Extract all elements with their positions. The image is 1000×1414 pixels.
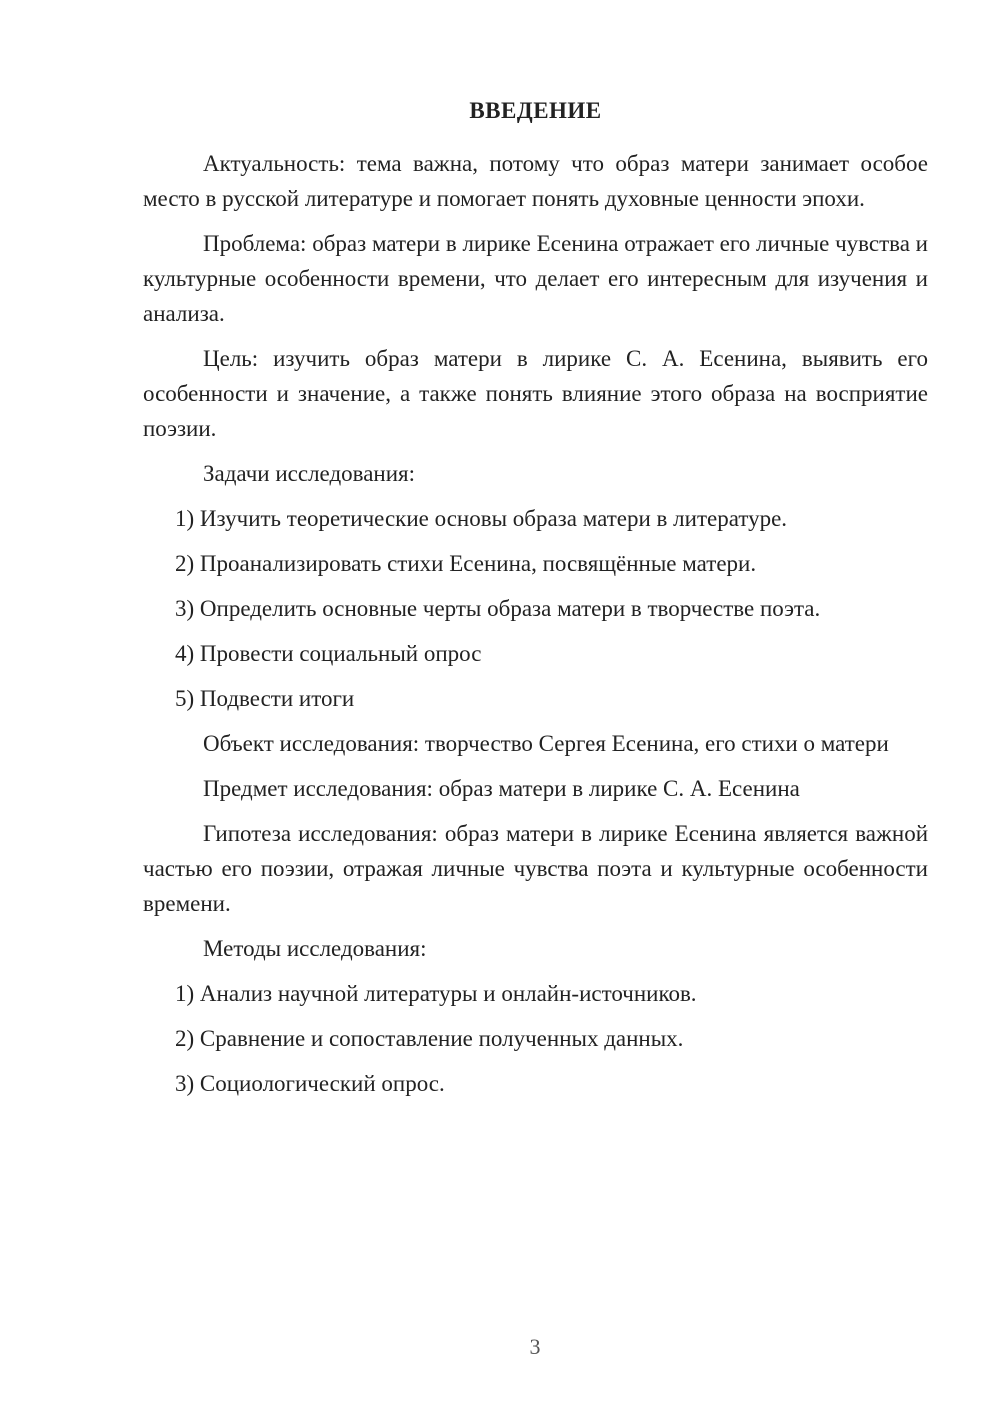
methods-list [143,976,928,1101]
section-heading: ВВЕДЕНИЕ [469,98,602,123]
page-number: 3 [529,1334,541,1359]
list-item: 2) Проанализировать стихи Есенина, посвящённые матери. [175,551,757,576]
list-item: 2) Сравнение и сопоставление полученных данных. [175,1026,684,1051]
tasks-list [143,501,928,716]
relevance-paragraph: Актуальность: тема важна, потому что образ матери занимает особое место в русской литературе и помогает понять духовные ценности эпохи. [143,151,928,211]
list-item: 1) Изучить теоретические основы образа матери в литературе. [175,506,788,531]
object-paragraph: Объект исследования: творчество Сергея Есенина, его стихи о матери [203,731,889,756]
problem-paragraph: Проблема: образ матери в лирике Есенина отражает его личные чувства и культурные особенности времени, что делает его интересным для изучения и анализа. [143,231,928,326]
goal-paragraph: Цель: изучить образ матери в лирике С. А. Есенина, выявить его особенности и значение, а также понять влияние этого образа на восприятие поэзии. [143,346,928,441]
methods-title: Методы исследования: [203,936,427,961]
hypothesis-paragraph: Гипотеза исследования: образ матери в лирике Есенина является важной частью его поэзии, отражая личные чувства поэта и культурные особенности времени. [143,821,928,916]
document-body [143,96,928,1111]
subject-paragraph: Предмет исследования: образ матери в лирике С. А. Есенина [203,776,800,801]
list-item: 3) Определить основные черты образа матери в творчестве поэта. [175,596,821,621]
list-item: 1) Анализ научной литературы и онлайн-источников. [175,981,697,1006]
tasks-title: Задачи исследования: [203,461,416,486]
list-item: 3) Социологический опрос. [175,1071,445,1096]
list-item: 5) Подвести итоги [175,686,355,711]
list-item: 4) Провести социальный опрос [175,641,482,666]
